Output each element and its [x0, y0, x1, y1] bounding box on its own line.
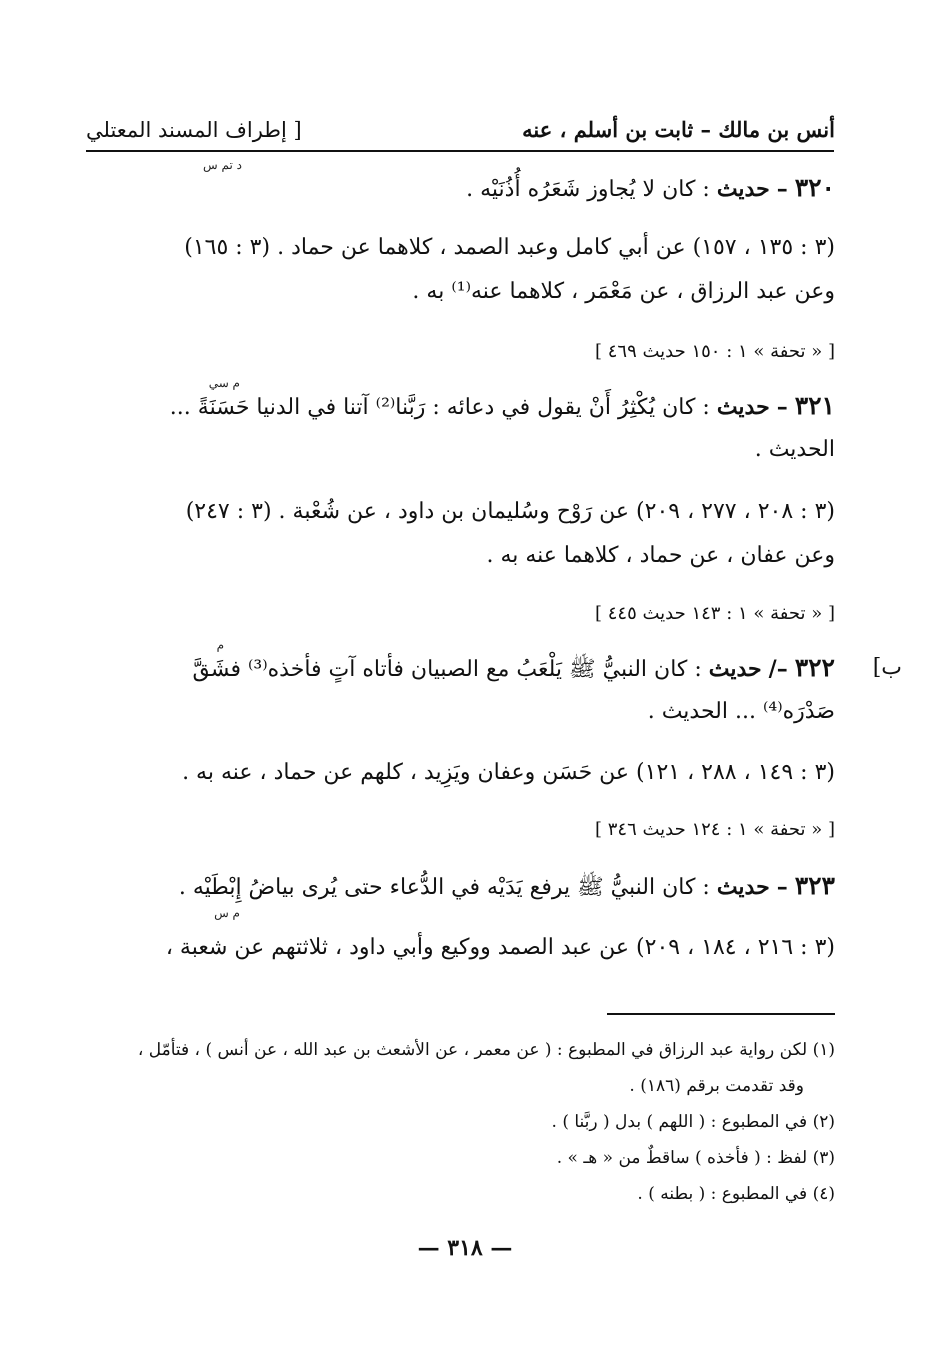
- footnote-1: (١) لكن رواية عبد الرزاق في المطبوع : ( عن معمر ، عن الأشعث بن عبد الله ، عن أنس ) ، فتأمّل ،: [137, 1040, 835, 1060]
- entry-dash: –/: [768, 656, 788, 682]
- entry-322-heading: [193, 648, 835, 690]
- margin-folio-marker: ب]: [872, 655, 902, 680]
- entry-320-symbols: د تم س: [203, 158, 242, 172]
- entry-text: : كان النبيُّ ﷺ يَلْعَبُ مع الصبيان فأتاه آتٍ فأخذه⁽³⁾ فشَقَّ: [192, 657, 702, 682]
- entry-keyword: حديث: [716, 176, 770, 202]
- footnote-3: (٣) لفظ : ( فأخذه ) ساقطٌ من « هـ » .: [556, 1148, 835, 1168]
- entry-number: ٣٢٢: [794, 653, 835, 682]
- entry-number: ٣٢٠: [794, 173, 835, 202]
- entry-322-symbols: م: [216, 638, 224, 652]
- running-header-book: [ إطراف المسند المعتلي: [86, 118, 302, 142]
- entry-321-source-line-2: وعن عفان ، عن حماد ، كلاهما عنه به .: [486, 543, 835, 568]
- entry-320-source-line-1: (٣ : ١٣٥ ، ١٥٧) عن أبي كامل وعبد الصمد ، كلاهما عن حماد . (٣ : ١٦٥): [184, 235, 835, 260]
- footnote-separator: [607, 1013, 835, 1015]
- entry-323-heading: [179, 866, 835, 908]
- header-rule: [86, 150, 834, 152]
- entry-321-symbols: م سي: [208, 376, 240, 390]
- footnote-4: (٤) في المطبوع : ( بطنه ) .: [637, 1184, 835, 1204]
- entry-321-text-line-2: الحديث .: [754, 437, 835, 462]
- entry-number: ٣٢١: [794, 391, 835, 420]
- entry-320-tuhfa-reference: [ « تحفة » ١ : ١٥٠ حديث ٤٦٩ ]: [595, 341, 835, 362]
- entry-dash: –: [776, 874, 788, 900]
- entry-keyword: حديث: [708, 656, 762, 682]
- entry-number: ٣٢٣: [794, 871, 835, 900]
- entry-322-text-line-2: صَدْرَه⁽⁴⁾ ... الحديث .: [647, 699, 835, 724]
- entry-323-source-line-1: (٣ : ٢١٦ ، ١٨٤ ، ٢٠٩) عن عبد الصمد ووكيع وأبي داود ، ثلاثتهم عن شعبة ،: [165, 935, 835, 960]
- entry-320-source-line-2: وعن عبد الرزاق ، عن مَعْمَر ، كلاهما عنه⁽¹⁾ به .: [412, 279, 835, 304]
- footnote-2: (٢) في المطبوع : ( اللهم ) بدل ( ربَّنا ) .: [551, 1112, 835, 1132]
- running-header-title: أنس بن مالك – ثابت بن أسلم ، عنه: [522, 117, 835, 142]
- entry-323-symbols: م س: [214, 906, 240, 920]
- entry-322-source-line-1: (٣ : ١٤٩ ، ٢٨٨ ، ١٢١) عن حَسَن وعفان ويَزِيد ، كلهم عن حماد ، عنه به .: [182, 760, 835, 785]
- entry-text: : كان يُكْثِرُ أَنْ يقول في دعائه : رَبَّنا⁽²⁾ آتنا في الدنيا حَسَنَةً ...: [169, 395, 710, 420]
- entry-321-source-line-1: (٣ : ٢٠٨ ، ٢٧٧ ، ٢٠٩) عن رَوْح وسُليمان بن داود ، عن شُعْبة . (٣ : ٢٤٧): [185, 499, 835, 524]
- entry-keyword: حديث: [716, 394, 770, 420]
- entry-322-tuhfa-reference: [ « تحفة » ١ : ١٢٤ حديث ٣٤٦ ]: [595, 819, 835, 840]
- page-number: — ٣١٨ —: [417, 1235, 513, 1261]
- footnote-1-continued: وقد تقدمت برقم (١٨٦) .: [629, 1076, 804, 1096]
- entry-dash: –: [776, 394, 788, 420]
- entry-text: : كان النبيُّ ﷺ يرفع يَدَيْه في الدُّعاء حتى يُرى بياضُ إِبْطَيْه .: [178, 875, 710, 900]
- entry-320-heading: [466, 168, 835, 210]
- entry-321-heading: [170, 386, 835, 428]
- entry-text: : كان لا يُجاوز شَعَرُه أُذُنَيْه .: [466, 177, 710, 202]
- entry-keyword: حديث: [716, 874, 770, 900]
- entry-dash: –: [776, 176, 788, 202]
- entry-321-tuhfa-reference: [ « تحفة » ١ : ١٤٣ حديث ٤٤٥ ]: [595, 603, 835, 624]
